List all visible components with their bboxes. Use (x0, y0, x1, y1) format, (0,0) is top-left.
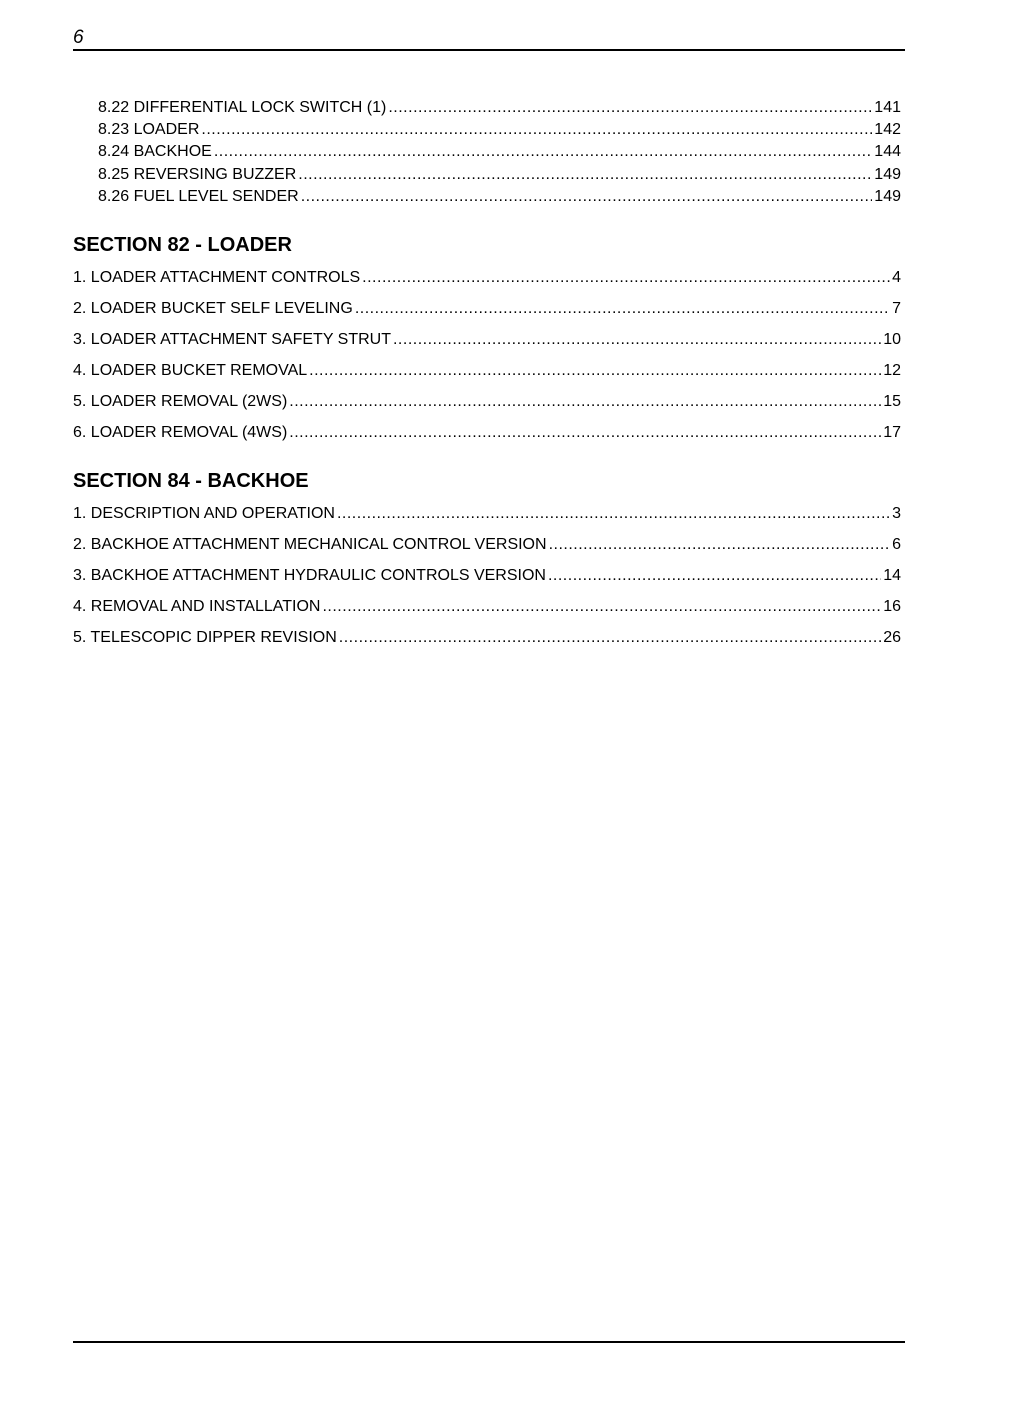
toc-entry-title: 1. LOADER ATTACHMENT CONTROLS (73, 269, 361, 286)
footer-rule (73, 1341, 905, 1343)
toc-entry-title: 1. DESCRIPTION AND OPERATION (73, 505, 335, 522)
toc-entry-title: 2. BACKHOE ATTACHMENT MECHANICAL CONTROL VERSION (73, 536, 547, 553)
toc-entry[interactable] (73, 299, 901, 319)
toc-entry[interactable] (73, 268, 901, 288)
dot-leader (214, 142, 872, 162)
dot-leader (549, 535, 891, 555)
toc-entry-page: 141 (874, 99, 901, 116)
dot-leader (548, 566, 881, 586)
page-number: 6 (73, 27, 84, 48)
toc-entry-page: 16 (883, 598, 901, 615)
toc-entry-title: 3. LOADER ATTACHMENT SAFETY STRUT (73, 331, 391, 348)
dot-leader (322, 597, 881, 617)
toc-entry-page: 3 (892, 505, 901, 522)
dot-leader (355, 299, 890, 319)
dot-leader (289, 392, 881, 412)
toc-entry[interactable] (73, 330, 901, 350)
dot-leader (388, 98, 872, 118)
toc-entry-page: 26 (883, 629, 901, 646)
dot-leader (289, 423, 881, 443)
toc-entry-page: 17 (883, 424, 901, 441)
dot-leader (298, 165, 872, 185)
toc-entry-title: 3. BACKHOE ATTACHMENT HYDRAULIC CONTROLS VERSION (73, 567, 546, 584)
toc-entry-title: 8.22 DIFFERENTIAL LOCK SWITCH (1) (98, 99, 387, 116)
toc-entry-page: 15 (883, 393, 901, 410)
section-heading: SECTION 82 - LOADER (73, 234, 292, 256)
toc-entry[interactable] (73, 423, 901, 443)
dot-leader (201, 120, 872, 140)
toc-entry[interactable] (73, 566, 901, 586)
toc-entry-page: 4 (892, 269, 901, 286)
toc-entry-title: 5. LOADER REMOVAL (2WS) (73, 393, 288, 410)
dot-leader (301, 187, 873, 207)
toc-entry-page: 10 (883, 331, 901, 348)
dot-leader (309, 361, 881, 381)
toc-entry-page: 142 (874, 121, 901, 138)
section-heading: SECTION 84 - BACKHOE (73, 470, 309, 492)
toc-entry-page: 144 (874, 143, 901, 160)
toc-entry-title: 8.26 FUEL LEVEL SENDER (98, 188, 299, 205)
toc-entry-title: 2. LOADER BUCKET SELF LEVELING (73, 300, 353, 317)
toc-entry[interactable] (73, 504, 901, 524)
toc-entry[interactable] (73, 361, 901, 381)
toc-entry[interactable] (98, 120, 901, 140)
toc-entry[interactable] (73, 628, 901, 648)
toc-entry-title: 6. LOADER REMOVAL (4WS) (73, 424, 288, 441)
toc-entry-title: 5. TELESCOPIC DIPPER REVISION (73, 629, 337, 646)
dot-leader (362, 268, 890, 288)
dot-leader (339, 628, 881, 648)
toc-entry-title: 4. REMOVAL AND INSTALLATION (73, 598, 321, 615)
toc-entry-page: 7 (892, 300, 901, 317)
toc-entry[interactable] (73, 392, 901, 412)
toc-entry-title: 8.24 BACKHOE (98, 143, 212, 160)
toc-entry-title: 8.25 REVERSING BUZZER (98, 166, 297, 183)
toc-entry[interactable] (73, 535, 901, 555)
toc-entry[interactable] (73, 597, 901, 617)
toc-entry[interactable] (98, 187, 901, 207)
dot-leader (337, 504, 890, 524)
toc-entry-title: 8.23 LOADER (98, 121, 200, 138)
toc-entry-page: 149 (874, 166, 901, 183)
toc-entry-page: 12 (883, 362, 901, 379)
dot-leader (393, 330, 881, 350)
toc-entry[interactable] (98, 142, 901, 162)
toc-entry-page: 149 (874, 188, 901, 205)
toc-entry-page: 14 (883, 567, 901, 584)
toc-entry-page: 6 (892, 536, 901, 553)
toc-entry[interactable] (98, 165, 901, 185)
toc-entry-title: 4. LOADER BUCKET REMOVAL (73, 362, 308, 379)
toc-entry[interactable] (98, 98, 901, 118)
header-rule (73, 49, 905, 51)
